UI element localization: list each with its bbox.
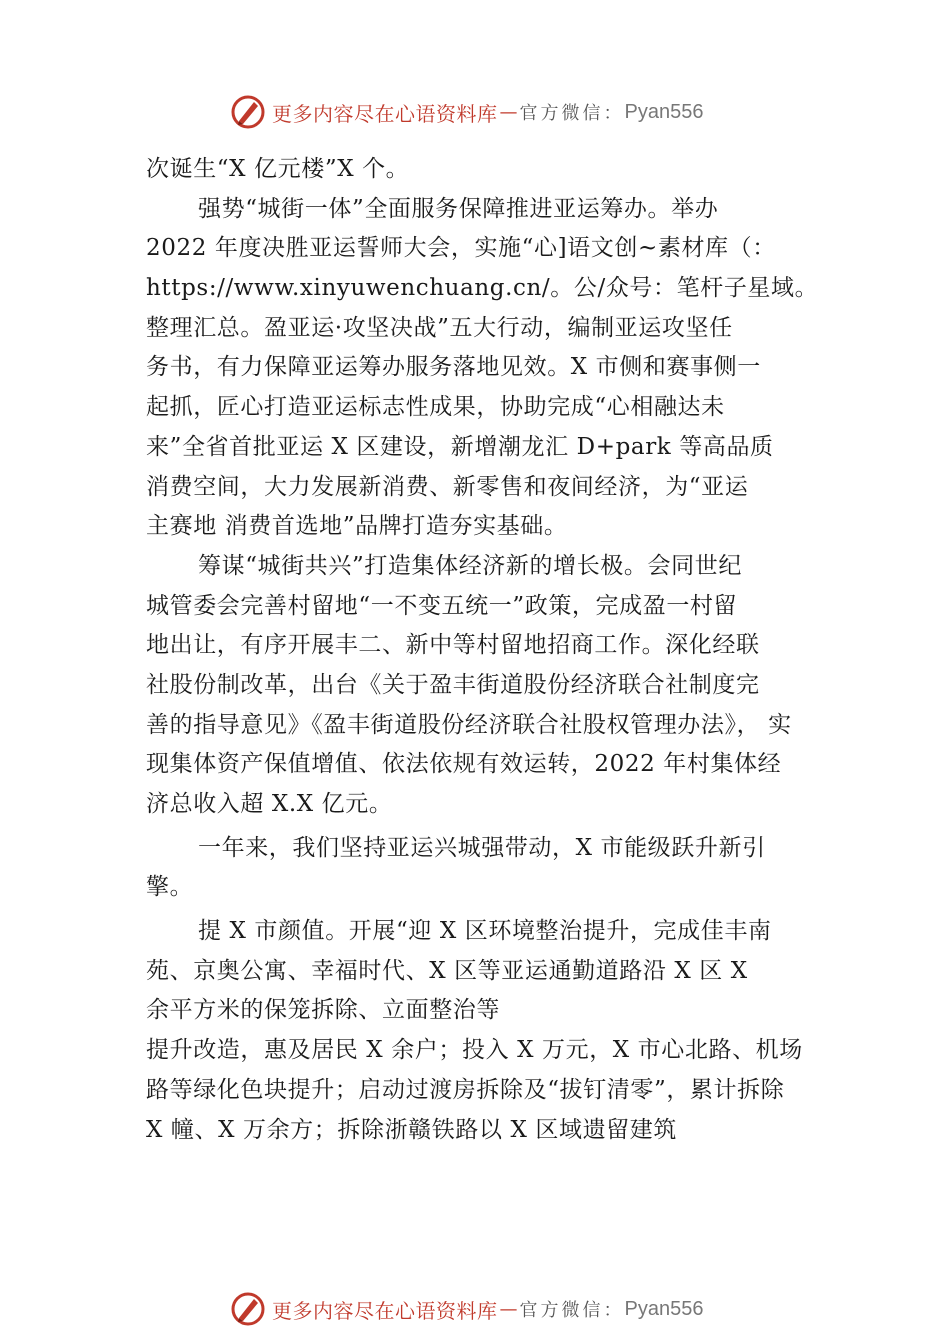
header-banner — [230, 92, 730, 132]
footer-banner — [230, 1289, 730, 1329]
text-line: 济总收入超 X.X 亿元。 — [146, 791, 393, 817]
paragraph-start: 筹谋“城街共兴”打造集体经济新的增长极。会同世纪 — [198, 552, 742, 579]
pen-logo-icon — [230, 94, 266, 130]
banner-wechat-label: 官方微信： — [519, 103, 625, 124]
banner-dash: — — [499, 1298, 518, 1320]
text-line: https://www.xinyuwenchuang.cn/。公/众号：笔杆子星域。 — [146, 275, 819, 302]
paragraph-start: 提 X 市颜值。开展“迎 X 区环境整治提升，完成佳丰南 — [198, 918, 772, 945]
text-line: 消费空间，大力发展新消费、新零售和夜间经济，为“亚运 — [146, 473, 749, 500]
text-line: 城管委会完善村留地“一不变五统一”政策，完成盈一村留 — [146, 592, 738, 619]
text-line: 主赛地 消费首选地”品牌打造夯实基础。 — [146, 513, 568, 540]
text-line: 路等绿化色块提升；启动过渡房拆除及“拔钉清零”，累计拆除 — [146, 1076, 785, 1103]
text-line: 次诞生“X 亿元楼”X 个。 — [146, 156, 410, 182]
banner-title: 更多内容尽在心语资料库 — [272, 101, 498, 126]
paragraph-start: 强势“城街一体”全面服务保障推进亚运筹办。举办 — [198, 195, 719, 222]
text-line: 整理汇总。盈亚运·攻坚决战”五大行动，编制亚运攻坚任 — [146, 314, 733, 341]
paragraph-start: 一年来，我们坚持亚运兴城强带动，X 市能级跃升新引 — [198, 834, 766, 861]
document-body — [146, 150, 818, 1150]
text-line: 提升改造，惠及居民 X 余户；投入 X 万元，X 市心北路、机场 — [146, 1037, 803, 1064]
text-line: 苑、京奥公寓、幸福时代、X 区等亚运通勤道路沿 X 区 X — [146, 957, 748, 984]
text-line: 地出让，有序开展丰二、新中等村留地招商工作。深化经联 — [146, 632, 760, 659]
text-line: 来”全省首批亚运 X 区建设，新增潮龙汇 D+park 等高品质 — [146, 433, 774, 460]
text-line: 起抓，匠心打造亚运标志性成果，协助完成“心相融达未 — [146, 394, 725, 421]
text-line: X 幢、X 万余方；拆除浙赣铁路以 X 区域遗留建筑 — [146, 1116, 677, 1143]
pen-logo-icon — [230, 1291, 266, 1327]
text-line: 社股份制改革，出台《关于盈丰街道股份经济联合社制度完 — [146, 671, 760, 698]
banner-wechat-id: Pyan556 — [624, 1297, 704, 1320]
banner-dash: — — [499, 101, 518, 123]
text-line: 2022 年度决胜亚运誓师大会，实施“心]语文创~素材库（： — [146, 235, 776, 262]
text-line: 余平方米的保笼拆除、立面整治等 — [146, 997, 500, 1024]
banner-title: 更多内容尽在心语资料库 — [272, 1298, 498, 1323]
banner-wechat-id: Pyan556 — [624, 100, 704, 123]
text-line: 务书，有力保障亚运筹办服务落地见效。X 市侧和赛事侧一 — [146, 354, 761, 381]
text-line: 擎。 — [146, 874, 194, 901]
text-line: 善的指导意见》《盈丰街道股份经济联合社股权管理办法》， 实 — [146, 711, 792, 738]
text-line: 现集体资产保值增值、依法依规有效运转，2022 年村集体经 — [146, 751, 782, 778]
banner-wechat-label: 官方微信： — [519, 1300, 625, 1321]
